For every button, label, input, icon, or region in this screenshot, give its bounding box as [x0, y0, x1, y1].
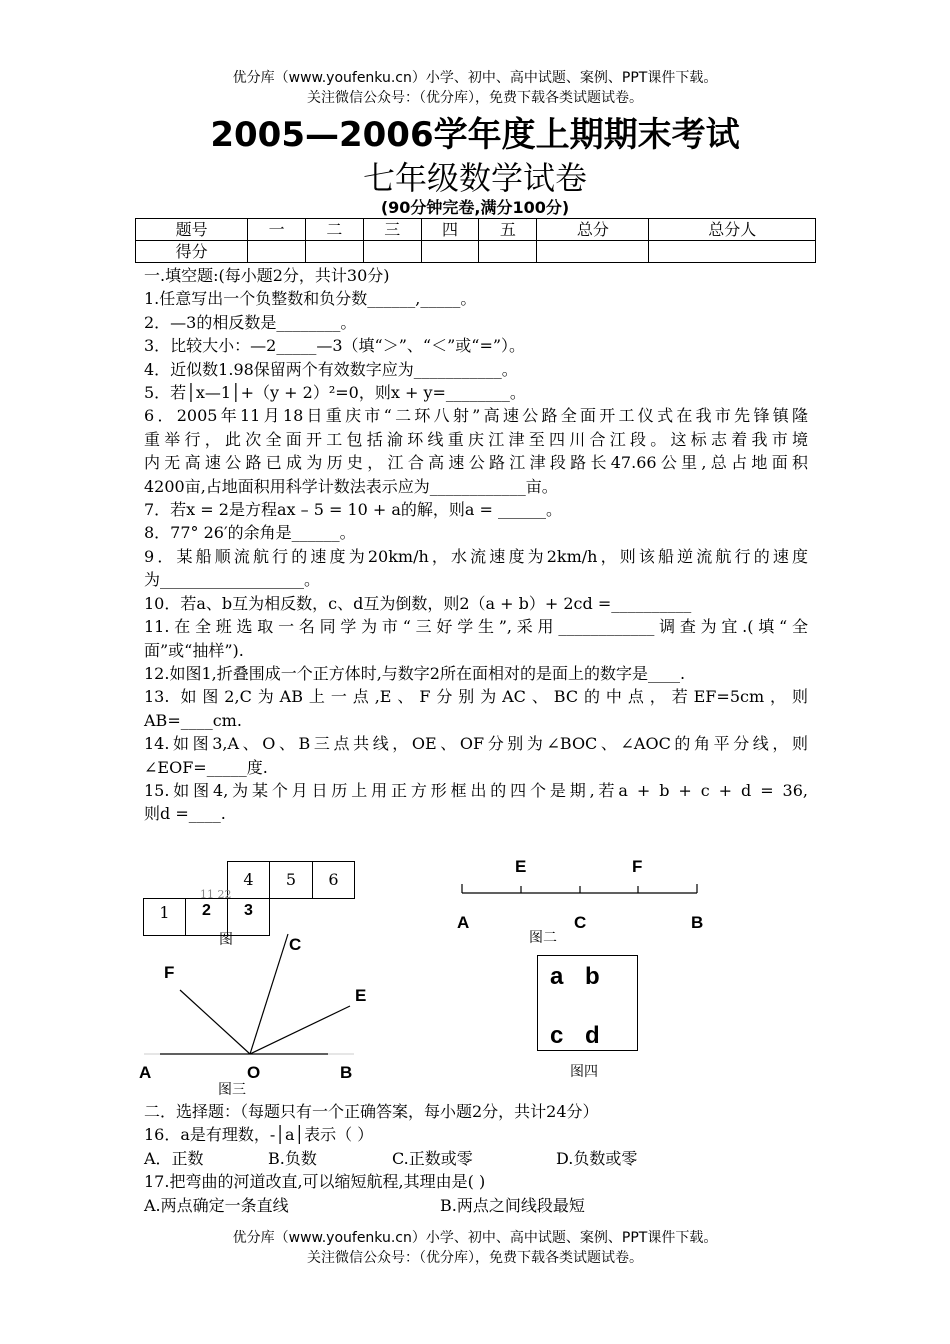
question-17: 17.把弯曲的河道改直,可以缩短航程,其理由是( ): [144, 1172, 486, 1192]
score-cell: 二: [305, 219, 363, 241]
score-cell: 题号: [136, 219, 248, 241]
score-cell: 总分: [537, 219, 649, 241]
option-c: C.正数或零: [392, 1148, 473, 1168]
score-cell: 四: [421, 219, 479, 241]
ray-of: [180, 990, 250, 1054]
option-b: B.两点之间线段最短: [440, 1195, 585, 1215]
label-a: A: [457, 913, 470, 932]
question-9-line-1: 9．某船顺流航行的速度为20km/h，水流速度为2km/h，则该船逆流航行的速度: [144, 546, 808, 566]
score-cell: 得分: [136, 241, 248, 263]
question-6-line-1: 6．2005年11月18日重庆市“二环八射”高速公路全面开工仪式在我市先锋镇隆: [144, 406, 808, 426]
figure-3-caption: 图三: [218, 1082, 246, 1098]
question-5: 5．若│x—1│+（y + 2）²=0，则x + y=________。: [144, 383, 526, 403]
score-cell: 三: [363, 219, 421, 241]
score-table-score-row: [136, 241, 816, 263]
label-a: A: [139, 1063, 152, 1082]
net-cell-5: 5: [269, 861, 313, 899]
question-6-line-2: 重举行，此次全面开工包括渝环线重庆江津至四川合江段。这标志着我市境: [144, 429, 808, 449]
question-12: 12.如图1,折叠围成一个正方体时,与数字2所在面相对的是面上的数字是____.: [144, 663, 686, 683]
ray-oc: [250, 934, 288, 1054]
section-multiple-choice: [144, 1100, 808, 1217]
letter-b: b: [585, 963, 600, 990]
option-a: A.两点确定一条直线: [144, 1195, 289, 1215]
question-6-line-3: 内无高速公路已成为历史，江合高速公路江津段路长47.66公里,总占地面积: [144, 453, 808, 473]
label-b: B: [340, 1063, 353, 1082]
question-14-line-1: 14.如图3,A、O、B三点共线，OE、OF分别为∠BOC、∠AOC的角平分线，则: [144, 734, 808, 754]
option-d: D.负数或零: [556, 1148, 638, 1168]
label-f: F: [164, 963, 175, 982]
header-line-1: 优分库（www.youfenku.cn）小学、初中、高中试题、案例、PPT课件下载。: [232, 70, 718, 86]
option-b: B.负数: [268, 1148, 317, 1168]
letter-c: c: [550, 1022, 564, 1049]
section-heading: 二．选择题：（每题只有一个正确答案，每小题2分，共计24分）: [144, 1102, 599, 1121]
score-table: [135, 218, 816, 263]
page-footer: [0, 1228, 950, 1268]
score-cell: 五: [479, 219, 537, 241]
section-fill-in: [144, 264, 808, 826]
letter-d: d: [585, 1022, 600, 1049]
question-16: 16．a是有理数，-│a│表示（ ）: [144, 1125, 374, 1145]
header-line-2: 关注微信公众号：（优分库），免费下载各类试题试卷。: [307, 90, 643, 106]
page-header: [0, 68, 950, 108]
section-heading: 一.填空题:(每小题2分，共计30分): [144, 266, 390, 285]
label-e: E: [515, 857, 527, 876]
question-6-line-4: 4200亩,占地面积用科学计数法表示应为____________亩。: [144, 476, 558, 496]
question-10: 10．若a、b互为相反数，c、d互为倒数，则2（a + b）+ 2cd =__________: [144, 593, 692, 613]
score-input-cell[interactable]: [649, 241, 816, 263]
footer-line-1: 优分库（www.youfenku.cn）小学、初中、高中试题、案例、PPT课件下载。: [232, 1230, 718, 1246]
ray-oe: [250, 1006, 350, 1054]
exam-title: 2005—2006学年度上期期末考试: [210, 115, 740, 155]
label-e: E: [355, 986, 367, 1005]
question-16-options: [144, 1147, 808, 1170]
score-cell: 总分人: [649, 219, 816, 241]
label-c: C: [289, 935, 302, 954]
score-input-cell[interactable]: [537, 241, 649, 263]
score-input-cell[interactable]: [479, 241, 537, 263]
question-11-line-2: 面”或“抽样”).: [144, 640, 244, 660]
footer-line-2: 关注微信公众号：（优分库），免费下载各类试题试卷。: [307, 1250, 643, 1266]
figure-2-caption: 图二: [529, 930, 557, 946]
net-cell-4: 4: [227, 861, 270, 899]
figure-4-caption: 图四: [570, 1064, 598, 1080]
score-cell: 一: [248, 219, 306, 241]
exam-subtitle: 七年级数学试卷: [362, 159, 587, 197]
question-2: 2．—3的相反数是________。: [144, 312, 357, 332]
question-17-options: [144, 1194, 808, 1217]
question-13-line-2: AB=____cm.: [144, 710, 242, 730]
question-13-line-1: 13. 如图2,C为AB上一点,E、F分别为AC、BC的中点，若EF=5cm，则: [144, 687, 808, 707]
question-7: 7．若x = 2是方程ax – 5 = 10 + a的解，则a = ______。: [144, 500, 563, 520]
letter-a: a: [550, 963, 564, 990]
question-8: 8．77° 26′的余角是______。: [144, 523, 356, 543]
question-4: 4．近似数1.98保留两个有效数字应为___________。: [144, 359, 518, 379]
label-o: O: [247, 1063, 261, 1082]
question-3: 3．比较大小：—2_____—3（填“＞”、“＜”或“=”）。: [144, 336, 526, 356]
net-cell-2: 2: [185, 898, 228, 936]
angle-svg: [140, 930, 370, 1060]
score-table-header-row: [136, 219, 816, 241]
score-input-cell[interactable]: [421, 241, 479, 263]
figure-1-caption: 图: [219, 932, 233, 948]
label-b: B: [691, 913, 704, 932]
option-a: A．正数: [144, 1148, 204, 1168]
score-input-cell[interactable]: [248, 241, 306, 263]
label-f: F: [632, 857, 643, 876]
net-cell-6: 6: [312, 861, 355, 899]
question-15-line-2: 则d =____.: [144, 804, 226, 824]
question-1: 1.任意写出一个负整数和负分数______,_____。: [144, 289, 477, 309]
net-ghost-text: 11 22: [200, 888, 232, 901]
question-9-line-2: 为__________________。: [144, 570, 321, 590]
label-c: C: [574, 913, 587, 932]
score-input-cell[interactable]: [363, 241, 421, 263]
net-cell-3: 3: [227, 898, 270, 936]
question-11-line-1: 11.在全班选取一名同学为市“三好学生”,采用____________调查为宜.(填“全: [144, 617, 808, 637]
exam-note: (90分钟完卷,满分100分): [380, 198, 570, 217]
score-input-cell[interactable]: [305, 241, 363, 263]
question-15-line-1: 15.如图4,为某个月日历上用正方形框出的四个是期,若a + b + c + d = 36,: [144, 780, 808, 800]
net-cell-1: 1: [143, 898, 186, 936]
question-14-line-2: ∠EOF=_____度.: [144, 757, 268, 777]
segment-svg: [455, 878, 705, 902]
